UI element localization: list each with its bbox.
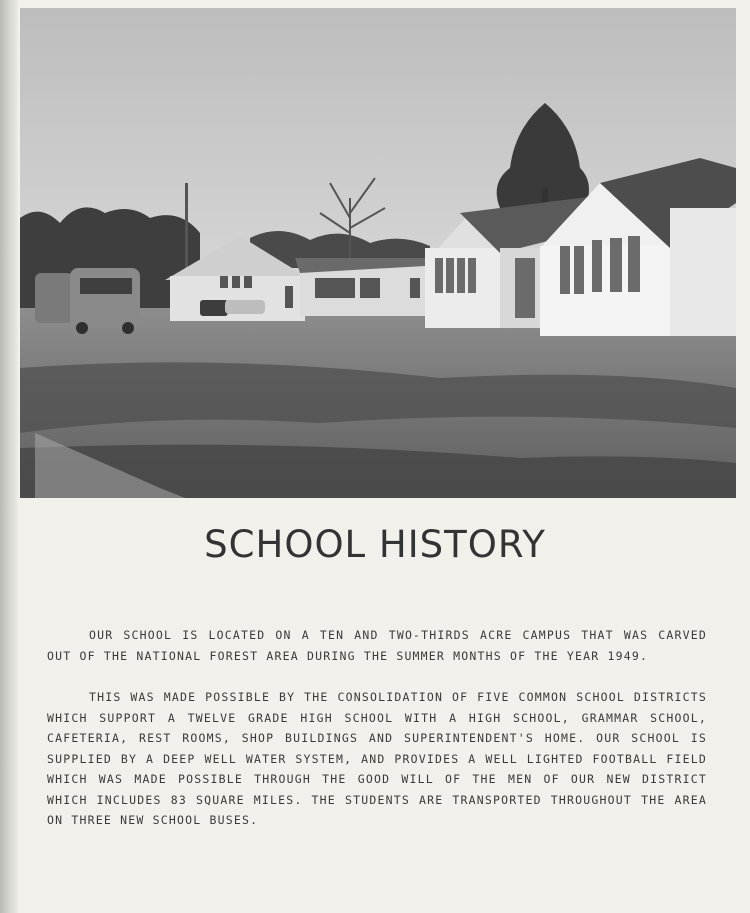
school-campus-photo [20,8,736,498]
page-binding-edge [0,0,18,913]
page-title: SCHOOL HISTORY [204,523,546,566]
history-paragraph-2: THIS WAS MADE POSSIBLE BY THE CONSOLIDATION OF FIVE COMMON SCHOOL DISTRICTS WHICH SUPPORT A TWELVE GRADE HIGH SCHOOL WITH A HIGH SCHOOL, GRAMMAR SCHOOL, CAFETERIA, REST ROOMS, SHOP BUILDINGS AND SUPERINTENDENT'S HOME. OUR SCHOOL IS SUPPLIED BY A DEEP WELL WATER SYSTEM, AND PROVIDES A WELL LIGHTED FOOTBALL FIELD WHICH WAS MADE POSSIBLE THROUGH THE GOOD WILL OF THE MEN OF OUR NEW DISTRICT WHICH INCLUDES 83 SQUARE MILES. THE STUDENTS ARE TRANSPORTED THROUGHOUT THE AREA ON THREE NEW SCHOOL BUSES. [47,690,707,827]
history-paragraph-1: OUR SCHOOL IS LOCATED ON A TEN AND TWO-THIRDS ACRE CAMPUS THAT WAS CARVED OUT OF THE NATIONAL FOREST AREA DURING THE SUMMER MONTHS OF THE YEAR 1949. [47,628,707,663]
school-history-text [47,625,707,852]
